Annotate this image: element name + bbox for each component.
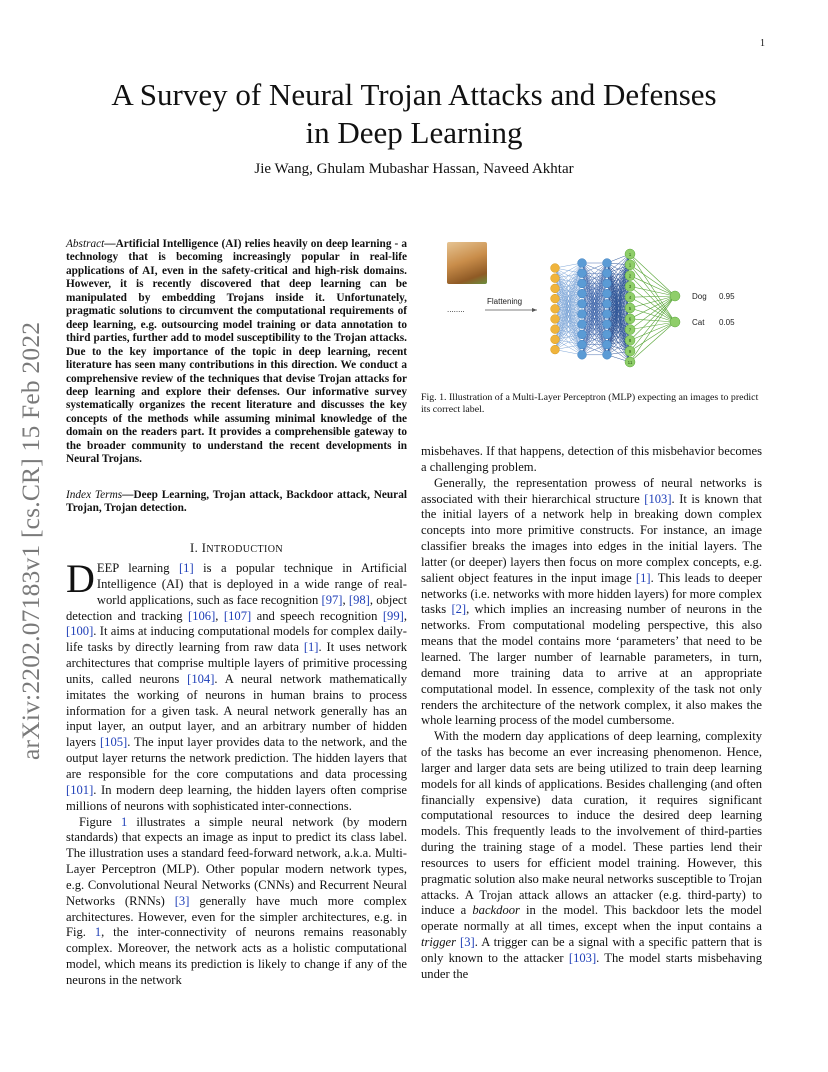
network-edge [630, 296, 675, 297]
network-neuron [578, 269, 587, 278]
index-terms [66, 489, 407, 516]
output-dog-label: Dog [692, 292, 707, 301]
network-neuron [578, 350, 587, 359]
neuron-label: 11 [627, 359, 633, 365]
figure-link[interactable]: 1 [94, 925, 102, 940]
citation-link[interactable]: [104] [187, 671, 215, 686]
neuron-label: 6 [628, 316, 632, 322]
citation-link[interactable]: [1] [635, 570, 651, 585]
figure-link[interactable]: 1 [120, 814, 128, 829]
citation-link[interactable]: [101] [66, 782, 94, 797]
authors: Jie Wang, Ghulam Mubashar Hassan, Naveed Akhtar [254, 161, 574, 177]
network-neuron [578, 259, 587, 268]
paper-title [60, 76, 768, 152]
citation-link[interactable]: [103] [644, 491, 672, 506]
citation-link[interactable]: [105] [99, 735, 128, 750]
neuron-label: 7 [628, 327, 632, 333]
network-neuron [551, 315, 560, 324]
network-neuron [603, 289, 612, 298]
network-neuron [603, 320, 612, 329]
figure-1 [437, 238, 760, 378]
network-edge [630, 322, 675, 362]
abstract-lead: Abstract [66, 238, 105, 250]
network-edge [630, 322, 675, 351]
drop-cap: D [66, 556, 95, 601]
network-neuron [551, 345, 560, 354]
network-neuron [578, 289, 587, 298]
neuron-label: 4 [628, 295, 632, 300]
neuron-label: 1 [628, 262, 632, 268]
neuron-label: 2 [628, 273, 632, 279]
term-backdoor: backdoor [472, 903, 520, 918]
citation-link[interactable]: [103] [568, 951, 597, 965]
neuron-label: 5 [628, 305, 632, 311]
index-terms-text: —Deep Learning, Trojan attack, Backdoor attack, Neural Trojan, Trojan detection. [66, 489, 407, 515]
output-cat-label: Cat [692, 318, 705, 327]
citation-link[interactable]: [99] [382, 608, 404, 623]
network-neuron [551, 335, 560, 344]
network-neuron [603, 269, 612, 278]
network-edge [628, 316, 675, 322]
output-dog-score: 0.95 [719, 292, 735, 301]
abstract [66, 238, 407, 467]
right-paragraph-2: With the modern day applications of deep learning, complexity of the tasks has become an ever increasing phenomenon. Hence, larger and larger data sets are being utilized to train deep learning models for all kinds of applications. Besides challenging (and often financially expensive) data curation, it requires significant computational resources to induce the desired deep learning models. This frequently leads to the involvement of third-parties during the training stage of a model. These parties lend their resources to users for efficient model training. However, this pragmatic solution also make neural networks susceptible to Trojan attacks. A Trojan attack allows an attacker (e.g. third-party) to induce a backdoor in the model. This backdoor lets the model operate normally at all times, except when the input contains a trigger [3]. A trigger can be a signal with a specific pattern that is only known to the attacker [103]. The model starts misbehaving under the [421, 729, 763, 981]
neuron-label: 9 [628, 349, 632, 354]
flatten-dots: ........ [447, 305, 465, 314]
network-neuron [578, 330, 587, 339]
network-neuron [551, 304, 560, 313]
figure-1-caption: Fig. 1. Illustration of a Multi-Layer Perceptron (MLP) expecting an images to predict its correct label. [421, 392, 759, 416]
page-number: 1 [760, 38, 765, 49]
network-neuron [551, 284, 560, 293]
network-edges [555, 251, 675, 362]
citation-link[interactable]: [1] [303, 640, 319, 655]
citation-link[interactable]: [106] [188, 608, 216, 623]
network-neuron [578, 340, 587, 349]
network-neuron [603, 350, 612, 359]
intro-paragraph-1: DEEP learning [1] is a popular technique in Artificial Intelligence (AI) that is deployed in a wide range of real-world applications, such as face recognition [97], [98], object detection and tracking [106], [107] and speech recognition [99], [100]. It aims at inducing computational models for complex daily-life tasks by directly learning from raw data [1]. It uses network architectures that comprise multiple layers of primitive processing units, called neurons [104]. A neural network mathematically imitates the working of neurons in human brains to process information for a given task. A neural network generally has an input layer, an output layer, and an arbitrary number of hidden layers [105]. The input layer provides data to the network, and the output layer returns the network prediction. The hidden layers that are responsible for the core computations and data processing [101]. In modern deep learning, the hidden layers often comprise millions of neurons with sophisticated inter-connections. [66, 556, 408, 813]
introduction-body [66, 556, 408, 989]
network-neuron [603, 330, 612, 339]
citation-link[interactable]: [98] [348, 592, 370, 607]
neuron-label: 3 [628, 284, 632, 290]
network-neuron [551, 325, 560, 334]
abstract-text: —Artificial Intelligence (AI) relies heavily on deep learning - a technology that is becoming increasingly popular in real-life applications of AI, even in the safety-critical and high-risk domains. However, it is recently discovered that deep learning can be manipulated by embedding Trojans inside it. Unfortunately, pragmatic solutions to circumvent the computational requirements of deep learning, e.g. outsourcing model training or data annotation to third parties, further add to model susceptibility to the Trojan attacks. Due to the key importance of the topic in deep learning, recent literature has seen many contributions in this direction. We conduct a comprehensive review of the techniques that devise Trojan attacks for deep learning and explore their defenses. Our informative survey systematically organizes the recent literature and discusses the key concepts of the methods while assuming minimal knowledge of the domain on the readers part. It provides a comprehensible gateway to the broader community to understand the recent developments in Neural Trojans. [66, 238, 407, 466]
network-neuron [551, 294, 560, 303]
network-edge [628, 262, 675, 322]
flattening-label: Flattening [487, 297, 523, 306]
citation-link[interactable]: [1] [178, 561, 194, 575]
intro-paragraph-2: Figure 1 illustrates a simple neural network (by modern standards) that expects an image as input to predict its class label. The illustration uses a standard feed-forward network, a.k.a. Multi-Layer Perceptron (MLP). Other popular modern network types, e.g. Convolutional Neural Networks (CNNs) and Recurrent Neural Networks (RNNs) [3] generally have much more complex architectures. However, even for the simpler architectures, e.g. in Fig. 1, the inter-connectivity of neurons remains reasonably complex. Moreover, the network acts as a holistic computational model, which means its prediction is likely to change if any of the neurons in the network [66, 814, 407, 987]
network-neuron [551, 274, 560, 283]
citation-link[interactable]: [107] [223, 608, 252, 623]
output-neuron [670, 291, 680, 301]
neuron-label: 1 [628, 251, 632, 257]
network-edge [628, 251, 675, 296]
network-neuron [578, 310, 587, 319]
network-neuron [578, 279, 587, 288]
right-paragraph-1: Generally, the representation prowess of neural networks is associated with their hierarchical structure [103]. It is known that the initial layers of a network help in breaking down complex concepts into more primitive constructs. For instance, an image classifier breaks the images into edges in the initial layers. The latter (or deeper) layers then focus on more complex concepts, e.g. salient object features in the input image [1]. This leads to deeper networks (i.e. networks with more hidden layers) for more complex tasks [2], which implies an increasing number of neurons in the networks. From computational modeling perspective, this also means that the model contains more ‘parameters’ that need to be learned. The larger number of learnable parameters, in turn, demand more training data to arrive at an appropriate computational model. In essence, complexity of the task not only renders the architecture of the network complex, it also makes the whole learning process of the model cumbersome. [421, 475, 762, 728]
network-neuron [603, 259, 612, 268]
citation-link[interactable]: [3] [174, 893, 190, 908]
neuron-label: 8 [628, 338, 632, 344]
network-neuron [578, 299, 587, 308]
citation-link[interactable]: [100] [66, 624, 94, 639]
arxiv-stamp: arXiv:2202.07183v1 [cs.CR] 15 Feb 2022 [16, 321, 45, 760]
citation-link[interactable]: [3] [460, 935, 475, 950]
right-paragraph-0: misbehaves. If that happens, detection of this misbehavior becomes a challenging problem. [421, 444, 762, 474]
output-cat-score: 0.05 [719, 318, 735, 327]
flatten-arrowhead [532, 308, 537, 312]
right-column-body [421, 444, 762, 983]
citation-link[interactable]: [2] [451, 602, 467, 617]
network-neuron [603, 310, 612, 319]
network-neuron [603, 299, 612, 308]
output-neuron [670, 317, 680, 327]
title-line-2: in Deep Learning [305, 115, 523, 150]
network-neuron [603, 279, 612, 288]
citation-link[interactable]: [97] [321, 592, 343, 607]
network-neuron [603, 340, 612, 349]
mlp-diagram [437, 238, 760, 378]
index-terms-lead: Index Terms [66, 489, 123, 501]
section-heading-introduction: I. INTRODUCTION [190, 541, 283, 555]
term-trigger: trigger [421, 935, 456, 950]
network-neuron [551, 264, 560, 273]
title-line-1: A Survey of Neural Trojan Attacks and Defenses [111, 77, 717, 112]
network-neuron [578, 320, 587, 329]
